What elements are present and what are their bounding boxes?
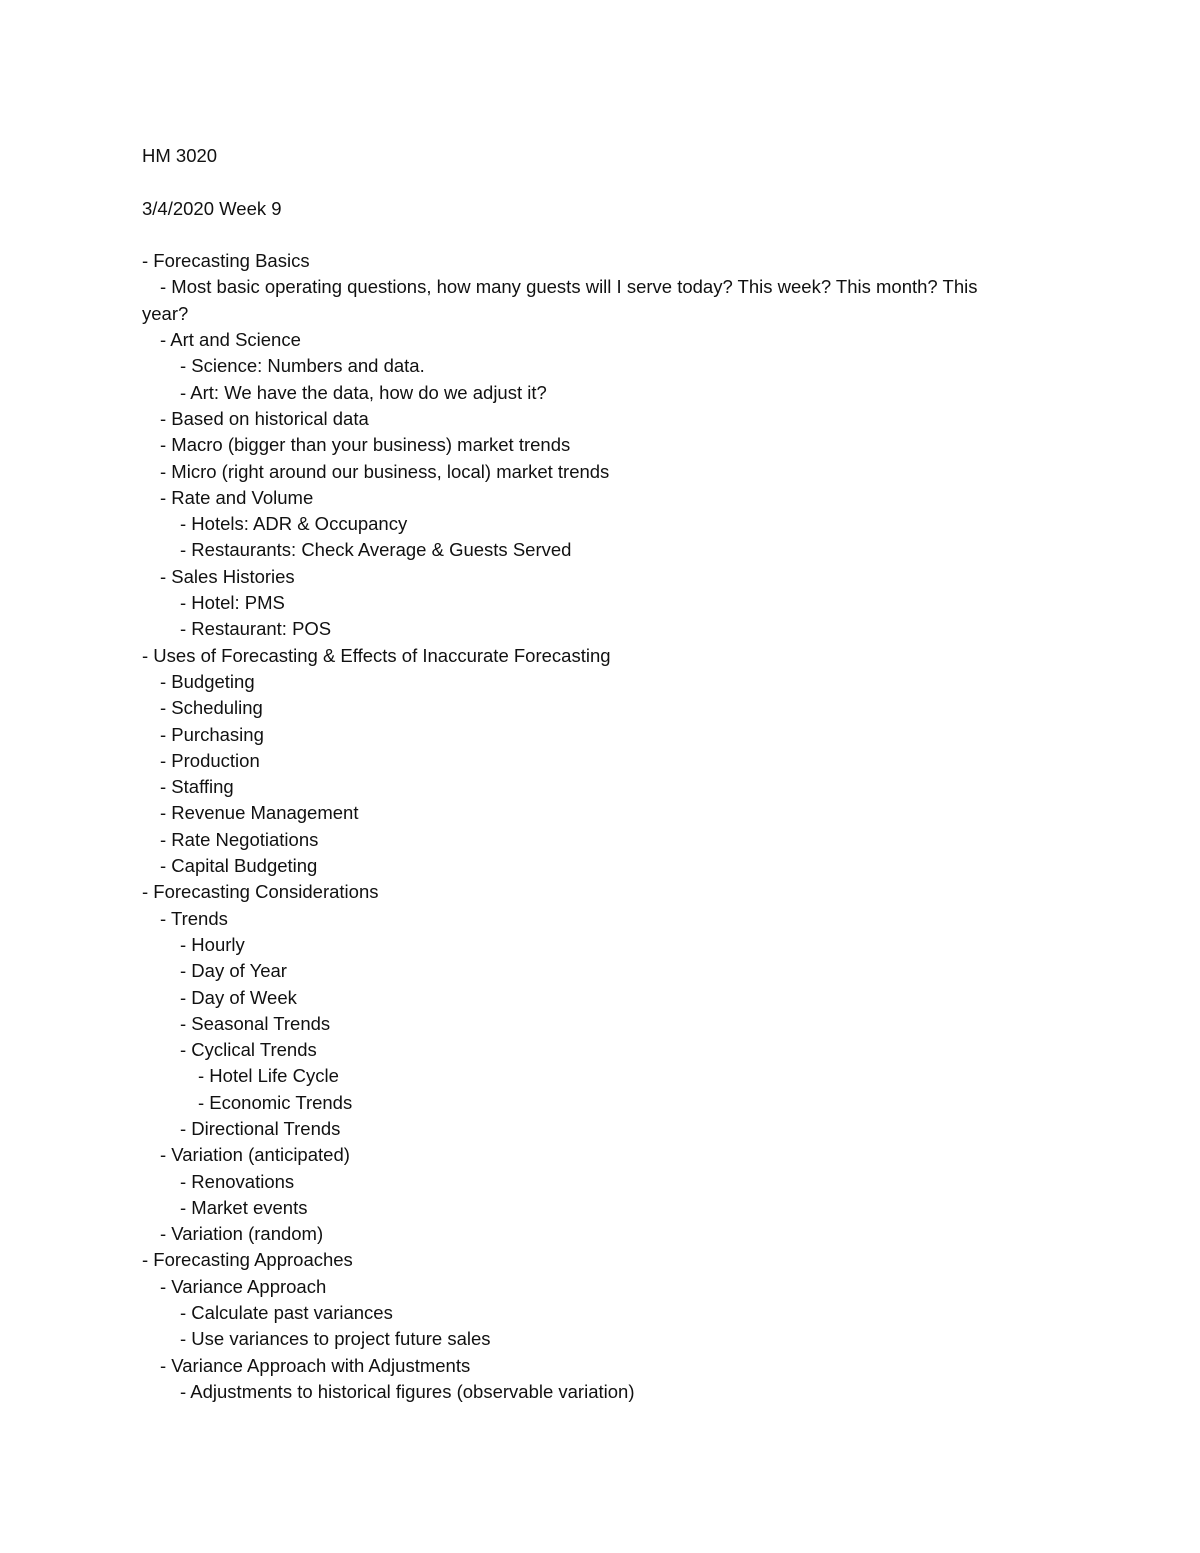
notes-outline <box>142 248 1042 1405</box>
outline-item-level-2: - Hotel: PMS <box>180 592 285 614</box>
outline-item-level-0: - Forecasting Basics <box>142 250 310 272</box>
outline-item-level-1: - Micro (right around our business, local) market trends <box>160 460 610 482</box>
outline-item-level-1: - Revenue Management <box>160 802 359 824</box>
outline-item-level-2: - Renovations <box>180 1170 295 1192</box>
outline-item-level-1: - Sales Histories <box>160 565 295 587</box>
outline-item-level-0: - Uses of Forecasting & Effects of Inaccurate Forecasting <box>142 644 611 666</box>
outline-item-level-1: - Variance Approach <box>160 1275 327 1297</box>
outline-item-level-1: - Art and Science <box>160 329 301 351</box>
outline-item-level-1: - Production <box>160 749 260 771</box>
date-week-line: 3/4/2020 Week 9 <box>142 197 282 219</box>
outline-item-level-2: - Hotels: ADR & Occupancy <box>180 513 408 535</box>
outline-item-level-2: - Directional Trends <box>180 1117 341 1139</box>
outline-item-level-2: - Market events <box>180 1196 308 1218</box>
outline-item-level-2: - Art: We have the data, how do we adjust it? <box>180 381 547 403</box>
outline-item-level-2: - Calculate past variances <box>180 1302 393 1324</box>
outline-item-level-0: - Forecasting Considerations <box>142 881 379 903</box>
outline-item-level-2: - Restaurant: POS <box>180 618 332 640</box>
course-title: HM 3020 <box>142 145 218 166</box>
outline-item-level-2: - Restaurants: Check Average & Guests Served <box>180 539 572 561</box>
outline-item-level-2: - Hourly <box>180 933 245 955</box>
outline-item-level-2: - Use variances to project future sales <box>180 1328 491 1350</box>
outline-item-level-3: - Economic Trends <box>198 1091 353 1113</box>
outline-item-level-1: - Variation (random) <box>160 1223 324 1245</box>
outline-item-level-1: - Staffing <box>160 776 234 798</box>
outline-item-level-1: - Variation (anticipated) <box>160 1144 350 1166</box>
outline-item-level-1: - Capital Budgeting <box>160 855 318 877</box>
outline-item-level-1: - Purchasing <box>160 723 264 745</box>
outline-item-level-1: - Macro (bigger than your business) market trends <box>160 434 571 456</box>
outline-item-level-1: - Budgeting <box>160 670 255 692</box>
outline-item-level-1: - Most basic operating questions, how many guests will I serve today? This week? This month? This year? <box>142 276 983 324</box>
outline-item-level-1: - Rate and Volume <box>160 486 314 508</box>
outline-item-level-1: - Based on historical data <box>160 407 369 429</box>
outline-item-level-0: - Forecasting Approaches <box>142 1249 353 1271</box>
outline-item-level-1: - Rate Negotiations <box>160 828 319 850</box>
outline-item-level-2: - Day of Week <box>180 986 297 1008</box>
outline-item-level-1: - Trends <box>160 907 228 929</box>
outline-item-level-2: - Science: Numbers and data. <box>180 355 425 377</box>
outline-item-level-2: - Day of Year <box>180 960 287 982</box>
outline-item-level-2: - Cyclical Trends <box>180 1039 317 1061</box>
outline-item-level-1: - Scheduling <box>160 697 263 719</box>
outline-item-level-1: - Variance Approach with Adjustments <box>160 1354 471 1376</box>
outline-item-level-3: - Hotel Life Cycle <box>198 1065 339 1087</box>
outline-item-level-2: - Seasonal Trends <box>180 1012 331 1034</box>
outline-item-level-2: - Adjustments to historical figures (observable variation) <box>180 1380 635 1402</box>
notes-content <box>142 143 1042 1405</box>
